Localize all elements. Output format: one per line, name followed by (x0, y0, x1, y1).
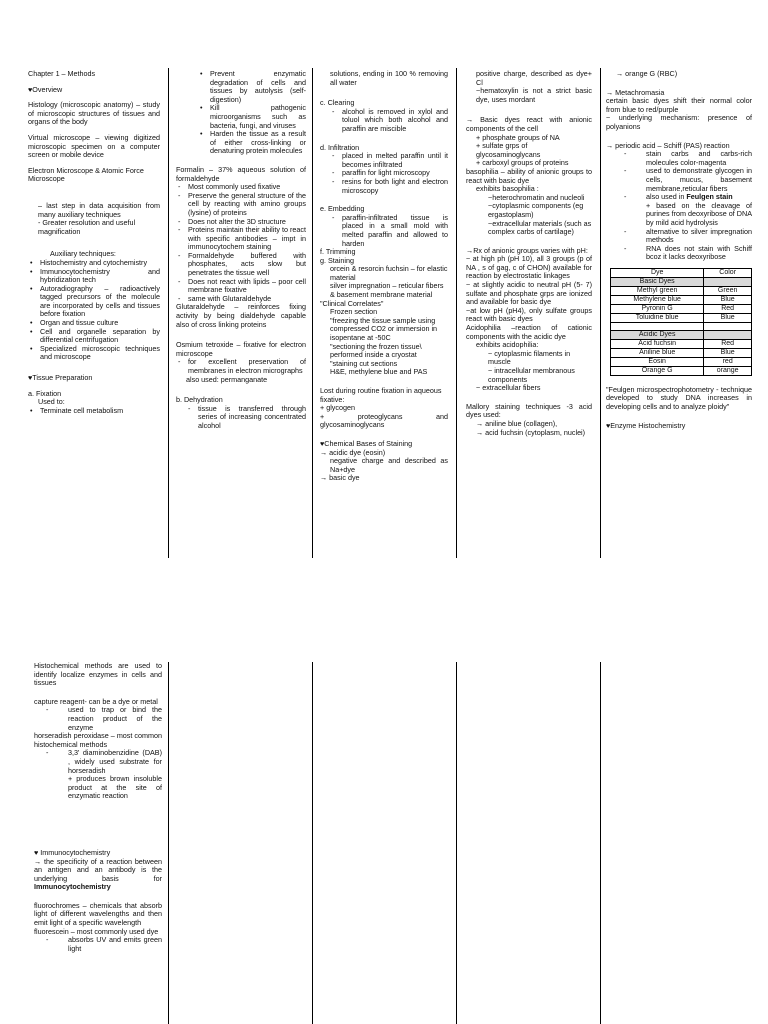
table-row: Acid fuchsin Red (611, 339, 752, 348)
list-item: - stain carbs and carbs-rich molecules color-magenta (622, 150, 752, 167)
fixation-purpose-list (176, 70, 306, 156)
list-item: - tissue is transferred through series of increasing concentrated alcohol (186, 405, 306, 431)
page1-column-4 (466, 70, 592, 444)
capture-reagent: capture reagent- can be a dye or metal (34, 696, 158, 706)
table-header: Color (704, 268, 752, 277)
aniline-text: → aniline blue (collagen), (476, 418, 558, 428)
list-item: - placed in melted paraffin until it becomes infiltrated (330, 152, 448, 169)
table-row: Eosin red (611, 357, 752, 366)
freezing-text: "freezing the tissue sample using compressed CO2 or immersion in isopentane at -50C (330, 315, 438, 343)
basophilia-definition: basophilia – ability of anionic groups to react with basic dye (466, 166, 592, 185)
extracellular-text: ~extracellular materials (such as complex carbs of cartilage) (488, 218, 592, 237)
table-row: Pyronin G Red (611, 304, 752, 313)
carboxyl-text: + carboxyl groups of proteins (476, 158, 569, 168)
formalin-list (176, 183, 306, 303)
list-item: - Formaldehyde buffered with phosphates, acts slow but penetrates the tissue well (176, 252, 306, 278)
basic-dye-text: → basic dye (320, 473, 360, 483)
metachromasia-mechanism: ~ underlying mechanism: presence of polyanions (606, 113, 752, 131)
page1-column-1 (28, 70, 160, 415)
immunocytochemistry-text: → the specificity of a reaction between an antigen and an antibody is the underlying basis for Immunocytochemistry (34, 856, 162, 892)
virtual-microscope-definition: Virtual microscope – viewing digitized microscopic specimen on a computer screen or mobile device (28, 132, 160, 160)
page2-column-1 (34, 662, 162, 953)
acidophilia-item: ~ extracellular fibers (476, 383, 541, 393)
list-item: - RNA does not stain with Schiff bcoz it lacks deoxyribose (622, 245, 752, 262)
sectioning-text: "sectioning the frozen tissue\ performed inside a cryostat (330, 341, 422, 360)
negative-charge-text: negative charge and described as Na+dye (330, 456, 448, 474)
list-item: • Prevent enzymatic degradation of cells and tissues by autolysis (self-digestion) (198, 70, 306, 104)
electron-microscope-heading: Electron Microscope & Atomic Force Microscope (28, 165, 144, 184)
metachromasia-text: certain basic dyes shift their normal color from blue to red/purple (606, 96, 752, 114)
column-divider (312, 68, 313, 558)
glutaraldehyde-definition: Glutaraldehyde – reinforces fixing activity by being dialdehyde capable also of cross linking proteins (176, 302, 306, 329)
acidic-dyes-header: Acidic Dyes (611, 330, 704, 339)
table-row: Methylene blue Blue (611, 295, 752, 304)
enzyme-histochemistry-heading: ♥Enzyme Histochemistry (606, 420, 686, 430)
staining-heading: g. Staining (320, 255, 354, 265)
positive-charge-text: positive charge, described as dye+ Cl (476, 69, 592, 87)
acid-fuchsin-text: → acid fuchsin (cytoplasm, nuclei) (476, 427, 586, 437)
dehydration-continued: solutions, ending in 100 % removing all water (330, 69, 448, 87)
infiltration-heading: d. Infiltration (320, 142, 360, 152)
tissue-preparation-heading: ♥Tissue Preparation (28, 373, 93, 383)
list-item: - Most commonly used fixative (176, 183, 306, 192)
acidophilia-definition: Acidophilia –reaction of cationic components with the acidic dye (466, 323, 592, 341)
low-ph-text: ~at low pH (pH4), only sulfate groups react with basic dyes (466, 305, 592, 324)
page1-column-2 (176, 70, 306, 431)
high-ph-text: ~ at high ph (pH 10), all 3 groups (p of NA , s of gag, c of CHON) available for reaction by electrostatic linkages (466, 254, 592, 281)
glycogen-text: + glycogen (320, 403, 355, 413)
feulgen-prefix: also used in (646, 192, 687, 202)
histology-definition: Histology (microscopic anatomy) – study of microscopic structures of tissues and organs of the body (28, 100, 160, 127)
fixation-heading: a. Fixation (28, 388, 62, 398)
table-row: Methyl green Green (611, 286, 752, 295)
list-item: - same with Glutaraldehyde (176, 295, 306, 304)
column-divider (312, 662, 313, 1024)
produces-text: + produces brown insoluble product at the site of enzymatic reaction (68, 774, 162, 801)
list-item: - alternative to silver impregnation methods (622, 228, 752, 245)
orange-g-text: → orange G (RBC) (616, 69, 678, 78)
list-item: • Specialized microscopic techniques and microscope (28, 345, 160, 362)
acidophilia-item: ~ cytoplasmic filaments in muscle (488, 348, 571, 367)
list-item: • Terminate cell metabolism (28, 407, 160, 416)
dye-color-table (610, 268, 752, 376)
list-item: - resins for both light and electron microscopy (330, 178, 448, 195)
orcein-text: orcein & resorcin fuchsin – for elastic material (330, 264, 448, 282)
pas-list-2 (606, 228, 752, 262)
table-row: Toluidine blue Blue (611, 313, 752, 322)
silver-text: silver impregnation – reticular fibers & basement membrane material (330, 281, 444, 300)
staining-cut-text: "staining cut sections (330, 358, 398, 368)
table-header: Dye (611, 268, 704, 277)
formalin-definition: Formalin – 37% aqueous solution of formaldehyde (176, 164, 306, 183)
heterochromatin-text: ~heterochromatin and nucleoli (488, 192, 585, 202)
list-item: • Kill pathogenic microorganisms such as bacteria, fungi, and viruses (198, 104, 306, 130)
sulfate-text: + sulfate grps of glycosaminoglycans (476, 141, 541, 159)
list-item: • Immunocytochemistry and hybridization tech (28, 268, 160, 285)
table-row: Orange G orange (611, 366, 752, 375)
exhibits-acidophilia: exhibits acidophilia: (476, 340, 539, 350)
also-used-text: also used: permanganate (186, 374, 268, 384)
list-item: - used to demonstrate glycogen in cells, mucus, basement membrane,reticular fibers (622, 167, 752, 193)
immunocytochemistry-term: Immunocytochemistry (34, 882, 111, 892)
feulgen-based-text: + based on the cleavage of purines from deoxyribose of DNA by mild acid hydrolysis (646, 200, 752, 227)
dehydration-heading: b. Dehydration (176, 395, 223, 405)
page1-column-5 (606, 70, 752, 437)
greater-resolution-text: - Greater resolution and useful magnification (38, 218, 136, 236)
immunocytochemistry-heading: ♥ Immunocytochemistry (34, 847, 111, 857)
fluorescein-list (34, 936, 162, 953)
lost-text: Lost during routine fixation in aqueous fixative: (320, 386, 442, 404)
dehydration-list (176, 405, 306, 431)
column-divider (600, 68, 601, 558)
rx-anionic-text: →Rx of anionic groups varies with pH: (466, 245, 588, 255)
acidic-dye-text: → acidic dye (eosin) (320, 447, 386, 457)
fixation-list (28, 407, 160, 416)
fluorescein-text: fluorescein – most commonly used dye (34, 926, 159, 936)
page1-column-3 (320, 70, 448, 490)
column-divider (600, 662, 601, 1024)
acidophilia-item: ~ intracellular membranous components (488, 366, 575, 384)
neutral-ph-text: ~ at slightly acidic to neutral pH (5- 7) sulfate and phosphate grps are ionized and available for basic dye (466, 280, 592, 307)
osmium-definition: Osmium tetroxide – fixative for electron microscope (176, 340, 306, 358)
list-item: - absorbs UV and emits green light (44, 936, 162, 953)
phosphate-text: + phosphate groups of NA (476, 132, 560, 142)
list-item: • Organ and tissue culture (28, 319, 160, 328)
he-text: H&E, methylene blue and PAS (330, 367, 428, 377)
list-item (622, 193, 752, 202)
list-item: • Cell and organelle separation by differential centrifugation (28, 328, 160, 345)
osmium-list (176, 358, 306, 375)
column-divider (456, 68, 457, 558)
chapter-title: Chapter 1 – Methods (28, 69, 96, 78)
basic-dyes-header: Basic Dyes (611, 277, 704, 286)
proteoglycans-text: + proteoglycans and glycosaminoglycans (320, 411, 448, 430)
basic-react-text: → Basic dyes react with anionic components of the cell (466, 115, 592, 133)
feulgen-microspectrophotometry: "Feulgen microspectrophotometry - technique developed to study DNA increases in developing cells and to analyze ploidy" (606, 384, 752, 412)
table-row: Aniline blue Blue (611, 348, 752, 357)
fluorochromes-text: fluorochromes – chemicals that absorb light of different wavelengths and then emit light of a specific wavelength (34, 900, 162, 928)
clinical-correlates: "Clinical Correlates" (320, 298, 384, 308)
list-item: - 3,3' diaminobenzidine (DAB) , widely used substrate for horseradish (44, 749, 162, 775)
list-item: • Autoradiography – radioactively tagged precursors of the molecule are incorporated by cells and tissues before fixation (28, 285, 160, 319)
column-divider (168, 68, 169, 558)
trimming-heading: f. Trimming (320, 247, 356, 257)
list-item: - Does not alter the 3D structure (176, 218, 306, 227)
histochemical-methods: Histochemical methods are used to identify localize enzymes in cells and tissues (34, 661, 162, 688)
mallory-text: Mallory staining techniques -3 acid dyes used: (466, 401, 592, 420)
list-item: - for excellent preservation of membranes in electron micrographs (176, 358, 306, 375)
capture-list (34, 706, 162, 732)
section-overview: ♥Overview (28, 84, 63, 94)
embedding-list (320, 214, 448, 248)
auxiliary-title: Auxiliary techniques: (50, 249, 116, 259)
exhibits-basophilia: exhibits basophilia : (476, 184, 539, 194)
pas-list (606, 150, 752, 202)
column-divider (456, 662, 457, 1024)
last-step-text: – last step in data acquisition from many auxiliary techniques (38, 200, 160, 219)
list-item: - Preserve the general structure of the cell by reacting with amino groups (lysine) of proteins (176, 192, 306, 218)
cytoplasmic-text: ~cytoplasmic components (eg ergastoplasm) (488, 201, 584, 219)
embedding-heading: e. Embedding (320, 204, 365, 214)
frozen-section: Frozen section (330, 307, 378, 317)
pas-heading: → periodic acid – Schiff (PAS) reaction (606, 140, 730, 150)
column-divider (168, 662, 169, 1024)
clearing-heading: c. Clearing (320, 98, 355, 108)
horseradish-text: horseradish peroxidase – most common histochemical methods (34, 731, 162, 749)
hematoxylin-text: ~hematoxylin is not a strict basic dye, uses mordant (476, 86, 592, 104)
list-item: - paraffin-infiltrated tissue is placed in a small mold with melted paraffin and allowed to harden (330, 214, 448, 248)
list-item: - Does not react with lipids – poor cell membrane fixative (176, 278, 306, 295)
feulgen-stain: Feulgen stain (686, 192, 733, 202)
list-item: - alcohol is removed in xylol and toluol which both alcohol and paraffin are miscible (330, 108, 448, 134)
metachromasia-heading: → Metachromasia (606, 87, 665, 97)
list-item: - used to trap or bind the reaction product of the enzyme (44, 706, 162, 732)
auxiliary-list (28, 259, 160, 362)
dab-list (34, 749, 162, 775)
list-item: • Harden the tissue as a result of either cross-linking or denaturing protein molecules (198, 130, 306, 156)
infiltration-list (320, 152, 448, 195)
list-item: - Proteins maintain their ability to react with specific antibodies – impt in immunocytochem staining (176, 226, 306, 252)
list-item: - paraffin for light microscopy (330, 169, 448, 178)
used-to-label: Used to: (38, 397, 65, 407)
chemical-bases-heading: ♥Chemical Bases of Staining (320, 438, 413, 448)
clearing-list (320, 108, 448, 134)
list-item: • Histochemistry and cytochemistry (28, 259, 160, 268)
